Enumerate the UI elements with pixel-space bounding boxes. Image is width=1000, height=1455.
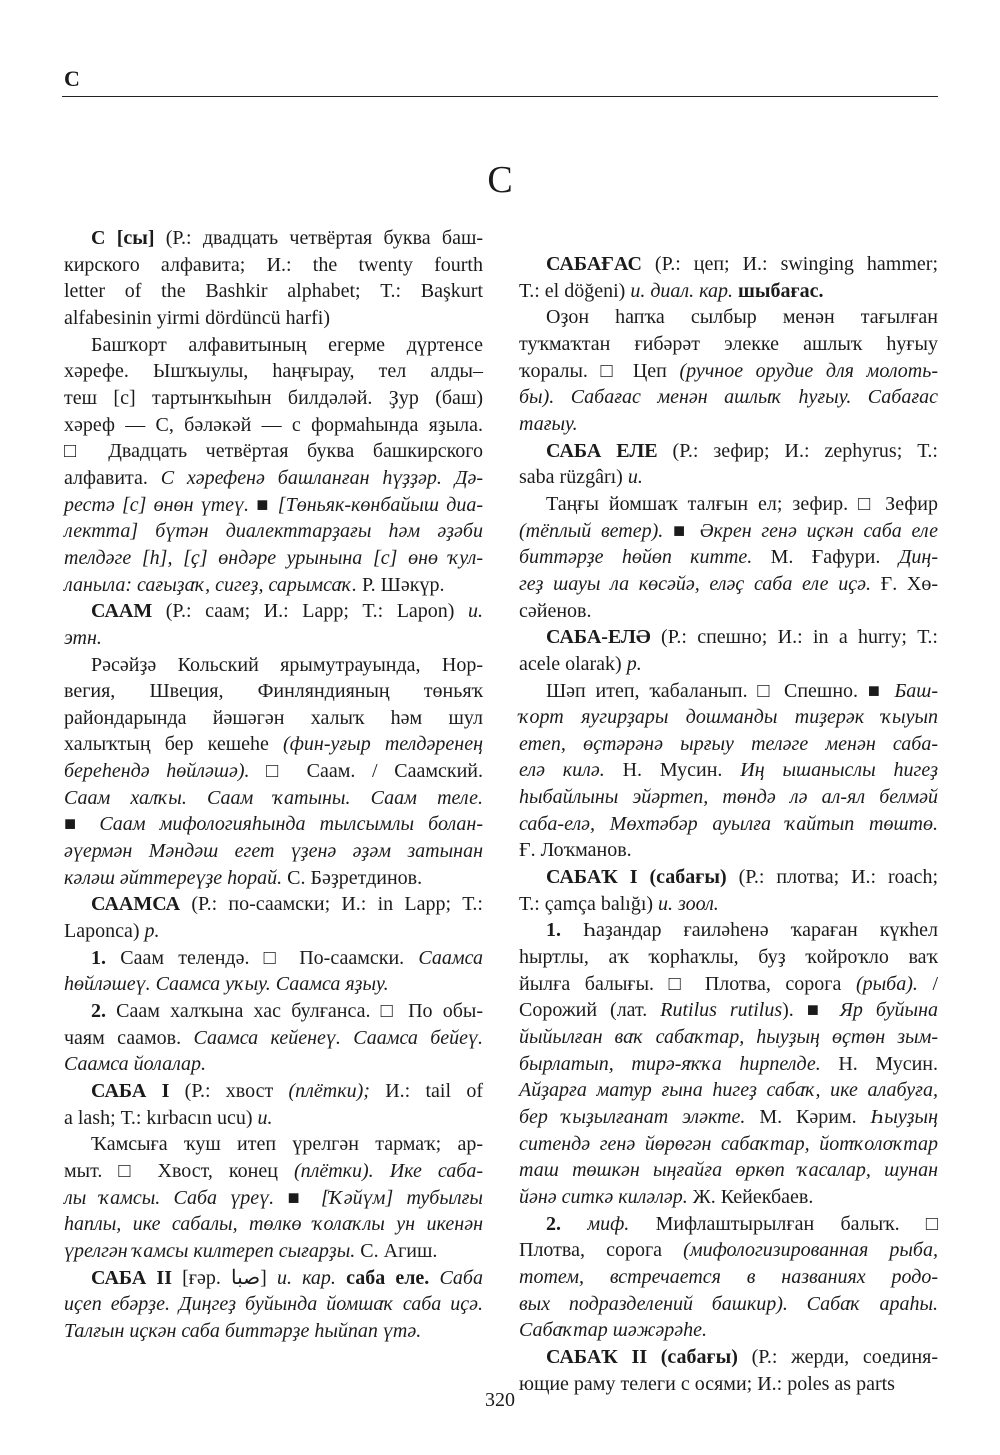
text-line bbox=[64, 838, 483, 865]
text-line: теш [с] тартынҡыһын билдәләй. Ҙур (баш) bbox=[64, 386, 483, 409]
text-line bbox=[519, 731, 938, 758]
italic-text: лы ҡамсы. Саба үреү. bbox=[64, 1186, 275, 1209]
text-segment: acele olarak) bbox=[519, 652, 627, 675]
text-segment: Мифлаштырылған балыҡ. □ bbox=[629, 1212, 938, 1235]
text-line: хәрефе. Ышҡыулы, һаңғырау, тел алды– bbox=[64, 360, 483, 383]
text-segment: Һаҙандар ғаиләһенә ҡараған күкһел bbox=[561, 919, 938, 942]
italic-text: (фин-уғыр телдәренең bbox=[283, 733, 483, 756]
italic-text: (тёплый ветер). bbox=[519, 519, 664, 542]
headword: САБА I bbox=[91, 1080, 170, 1102]
text-line bbox=[519, 1211, 938, 1238]
text-line bbox=[64, 1318, 483, 1345]
text-line bbox=[64, 225, 483, 252]
text-line: ющие раму телеги с осями; И.: poles as parts bbox=[519, 1372, 895, 1395]
italic-text: геҙ шауы ла көсәйә, еләҫ саба еле иҫә. bbox=[519, 572, 871, 595]
italic-text: кәләш әйттереүҙе һорай. bbox=[64, 866, 283, 889]
text-line bbox=[64, 865, 483, 892]
italic-text: һөйләшеү. Саамса уҡыу. Саамса яҙыу. bbox=[64, 973, 389, 996]
text-line bbox=[519, 1291, 938, 1318]
italic-text: и. bbox=[468, 600, 483, 623]
text-line: alfabesinin yirmi dördüncü harfi) bbox=[64, 306, 331, 329]
italic-text: рестә [с] өнөн үтеү. bbox=[64, 493, 257, 516]
text-line bbox=[64, 918, 483, 945]
italic-text: етеп, өҫтәрәнә ырғыу теләге менән саба- bbox=[519, 732, 938, 755]
text-column-left bbox=[64, 225, 483, 1345]
italic-text: (мифологизированная рыба, bbox=[683, 1239, 938, 1262]
italic-text: бер ҡыҙылғанат эләкте. bbox=[519, 1106, 746, 1128]
text-line bbox=[519, 891, 938, 918]
running-head: С bbox=[64, 66, 80, 91]
entry-paragraph bbox=[64, 225, 483, 332]
text-line bbox=[519, 1237, 938, 1264]
text-segment: С. Агиш. bbox=[355, 1239, 438, 1262]
italic-text: и. зоол. bbox=[658, 892, 719, 915]
entry-paragraph bbox=[64, 652, 483, 892]
italic-text: йәнә ситкә киләләр. bbox=[519, 1185, 688, 1208]
text-line bbox=[64, 1051, 483, 1078]
cross-reference: шыбағас. bbox=[738, 279, 824, 302]
italic-text: Баш- bbox=[894, 679, 938, 702]
text-line: кирского алфавита; И.: the twenty fourth bbox=[64, 253, 483, 276]
text-line bbox=[64, 891, 483, 918]
italic-text: береһендә һөйләшә). bbox=[64, 760, 250, 783]
entry-paragraph bbox=[64, 1131, 483, 1264]
text-line bbox=[64, 1078, 483, 1105]
italic-text: тотем, встречается в названиях родо- bbox=[519, 1265, 938, 1288]
text-line: □ Двадцать четвёртая буква башкирского bbox=[64, 440, 483, 463]
italic-text: йыйылған ваҡ сабаҡтар, һыуҙың өҫтөн зым- bbox=[519, 1026, 938, 1049]
text-segment: (Р.: плотва; И.: roach; bbox=[726, 866, 938, 889]
text-line bbox=[64, 971, 483, 998]
text-segment: (Р.: зефир; И.: zephyrus; Т.: bbox=[657, 439, 938, 462]
headword: СААМСА bbox=[91, 893, 181, 916]
italic-text: үрелгән ҡамсы килтереп сығарҙы. bbox=[64, 1239, 356, 1262]
text-line bbox=[519, 1131, 938, 1158]
italic-text: ҡорт яугирҙары дошманды тиҙерәк ҡыуып bbox=[519, 706, 938, 729]
italic-text: [Төньяк-көнбайыш диа- bbox=[277, 493, 484, 516]
text-line bbox=[519, 438, 938, 465]
text-line: Башҡорт алфавитының егерме дүртенсе bbox=[91, 333, 483, 356]
italic-text: (плётки); bbox=[288, 1080, 370, 1102]
text-segment: Н. Мусин. bbox=[820, 1052, 938, 1075]
italic-text: таш төшкән ыңғайға өркөп ҡасалар, шунан bbox=[519, 1159, 938, 1182]
text-segment: Плотва, сорога bbox=[519, 1239, 684, 1262]
headword: САБА II bbox=[91, 1266, 172, 1289]
text-line bbox=[64, 811, 483, 838]
italic-text: Rutilus rutilus bbox=[660, 999, 783, 1022]
italic-text: (ручное орудие для молоть- bbox=[679, 359, 938, 382]
text-segment: ҡоралы. □ Цеп bbox=[519, 359, 680, 382]
entry-paragraph bbox=[519, 678, 938, 865]
text-segment: Шәп итеп, ҡабаланып. □ Спешно. ■ bbox=[546, 679, 895, 702]
text-line bbox=[64, 572, 483, 599]
text-segment: (Р.: двадцать четвёртая буква баш- bbox=[154, 227, 484, 249]
text-segment: ■ bbox=[663, 519, 700, 542]
italic-text: Саба bbox=[439, 1266, 483, 1289]
entry-paragraph bbox=[64, 945, 483, 998]
italic-text: и. диал. кар. bbox=[630, 279, 739, 302]
italic-text: бы). Сабағас менән ашлыҡ һуғыу. Сабағас bbox=[519, 386, 938, 409]
text-segment: saba rüzgârı) bbox=[519, 466, 628, 489]
italic-text: ланыла: сағыҙаҡ, сигеҙ, сарымсаҡ. bbox=[64, 573, 358, 596]
text-line bbox=[64, 625, 483, 652]
italic-text: әүермән Мәндәш егет үҙенә әҙәм затынан bbox=[64, 840, 483, 863]
italic-text: ситендә генә йөрөгән сабаҡтар, йотҡолоҡтар bbox=[519, 1132, 938, 1155]
text-segment: М. Ғафури. bbox=[752, 546, 899, 569]
entry-paragraph bbox=[519, 1211, 938, 1344]
italic-text: Сабаҡтар шәжәрәһе. bbox=[519, 1319, 707, 1342]
italic-text: и. кар. bbox=[276, 1266, 347, 1289]
text-segment: Т.: el döğeni) bbox=[519, 279, 631, 302]
text-line bbox=[64, 518, 483, 545]
text-segment: [ғәр. صبا] bbox=[172, 1266, 277, 1289]
text-segment: Ж. Кейекбаев. bbox=[687, 1185, 814, 1208]
italic-text: Саам халҡы. Саам ҡатыны. Саам теле. bbox=[64, 786, 483, 809]
text-line bbox=[519, 997, 938, 1024]
text-line bbox=[64, 545, 483, 572]
text-line bbox=[64, 945, 483, 972]
headword: САБА-ЕЛӘ bbox=[546, 626, 651, 649]
text-segment: М. Кәрим. bbox=[745, 1106, 871, 1128]
text-line bbox=[519, 1024, 938, 1051]
text-segment: Laponca) bbox=[64, 920, 145, 943]
entry-paragraph bbox=[519, 438, 938, 491]
italic-text: Саамса bbox=[418, 946, 483, 969]
text-line bbox=[64, 492, 483, 519]
text-segment: И.: tail of bbox=[369, 1080, 483, 1102]
text-segment: □ Саам. / Саамский. bbox=[249, 760, 483, 783]
text-line bbox=[64, 731, 483, 758]
text-segment: Т.: çamça balığı) bbox=[519, 892, 659, 915]
entry-paragraph bbox=[519, 491, 938, 624]
italic-text: миф. bbox=[587, 1212, 630, 1235]
italic-text: саба-елә, Мөхтәбәр ауылға ҡайтып төштө. bbox=[519, 812, 938, 835]
sense-number: 1. bbox=[546, 919, 561, 942]
text-line bbox=[519, 411, 938, 438]
text-segment: йылға балығы. □ Плотва, сорога bbox=[519, 972, 856, 995]
cross-reference: саба еле. bbox=[346, 1266, 440, 1289]
entry-paragraph bbox=[64, 998, 483, 1078]
entry-paragraph bbox=[519, 917, 938, 1210]
entry-paragraph bbox=[519, 624, 938, 677]
text-line bbox=[519, 1051, 938, 1078]
italic-text: и. bbox=[627, 466, 643, 489]
text-line: райондарында йәшәгән халыҡ һәм шул bbox=[64, 706, 483, 729]
text-line: Оҙон һапҡа сылбыр менән тағылған bbox=[546, 306, 938, 329]
text-line: туҡмаҡтан ғибәрәт элекке ашлыҡ һуғыу bbox=[519, 332, 938, 355]
entry-paragraph bbox=[64, 1265, 483, 1345]
text-line bbox=[64, 1158, 483, 1185]
italic-text: бырлатып, тирә-яҡҡа һирпелде. bbox=[519, 1052, 821, 1075]
entry-paragraph bbox=[519, 251, 938, 304]
text-line: Рәсәйҙә Кольский ярымутрауында, Нор- bbox=[91, 653, 483, 676]
text-line bbox=[519, 917, 938, 944]
text-line: letter of the Bashkir alphabet; Т.: Başkurt bbox=[64, 280, 483, 303]
headword: САБА ЕЛЕ bbox=[546, 439, 658, 462]
text-segment: Р. Шәкүр. bbox=[357, 573, 445, 596]
italic-text: иҫеп ебәрҙе. Диңгеҙ буйында йомшаҡ саба иҫә. bbox=[64, 1293, 483, 1316]
italic-text: (рыба). bbox=[855, 972, 918, 995]
text-line bbox=[519, 1157, 938, 1184]
italic-text: һаплы, ике сабалы, төлкө ҡолаҡлы ун икенән bbox=[64, 1213, 483, 1236]
text-line bbox=[519, 757, 938, 784]
text-segment: ■ bbox=[274, 1186, 322, 1209]
headword: САБАҠ II (сабағы) bbox=[546, 1345, 738, 1368]
text-segment: Саам халҡына хас булғанса. □ По обы- bbox=[106, 1000, 483, 1023]
text-segment: алфавита. bbox=[64, 466, 161, 489]
italic-text: һыбайлыны эйәртеп, төндә лә ал-ял белмәй bbox=[519, 786, 938, 809]
sense-number: 1. bbox=[91, 946, 106, 969]
text-line: хәреф — С, бәләкәй — с формаһында яҙыла. bbox=[64, 413, 483, 436]
italic-text: тағыу. bbox=[519, 412, 578, 435]
text-line bbox=[64, 1238, 483, 1265]
sense-number: 2. bbox=[546, 1212, 588, 1235]
text-line bbox=[64, 598, 483, 625]
text-line bbox=[519, 864, 938, 891]
italic-text: Талғын иҫкән саба биттәрҙе һыйпап үтә. bbox=[64, 1319, 422, 1342]
text-line bbox=[64, 1025, 483, 1052]
text-segment: (Р.: по-саамски; И.: in Lapp; Т.: bbox=[180, 893, 483, 916]
text-segment: Ғ. Хө- bbox=[870, 572, 938, 595]
text-line: Ғ. Лоҡманов. bbox=[519, 839, 632, 862]
text-line bbox=[519, 1104, 938, 1131]
text-line bbox=[519, 811, 938, 838]
italic-text: Яр буйына bbox=[839, 999, 938, 1022]
italic-text: Саамса кейенеү. Саамса бейеү. bbox=[193, 1026, 484, 1049]
header-rule bbox=[62, 96, 938, 97]
text-line: вегия, Швеция, Финляндияның төньяҡ bbox=[64, 680, 483, 703]
headword: САБАҠ I (сабағы) bbox=[546, 866, 727, 889]
text-column-right bbox=[519, 251, 938, 1397]
text-segment: Сорожий (лат. bbox=[519, 999, 661, 1022]
italic-text: [Ҡәйүм] тубылғы bbox=[321, 1186, 483, 1209]
entry-paragraph bbox=[64, 598, 483, 651]
headword: СААМ bbox=[91, 600, 153, 623]
text-line bbox=[519, 544, 938, 571]
headword: С [сы] bbox=[91, 227, 155, 249]
text-line: сәйенов. bbox=[519, 599, 592, 622]
text-line bbox=[519, 278, 938, 305]
text-line bbox=[519, 1317, 938, 1344]
italic-text: С хәрефенә башланған һүҙҙәр. Дә- bbox=[160, 466, 483, 489]
text-line bbox=[519, 1264, 938, 1291]
text-line bbox=[64, 785, 483, 812]
text-line: Таңғы йомшаҡ талғын ел; зефир. □ Зефир bbox=[546, 492, 938, 515]
entry-paragraph bbox=[64, 891, 483, 944]
text-segment: халыҡтың бер кешеһе bbox=[64, 733, 284, 756]
text-line bbox=[519, 1077, 938, 1104]
text-line bbox=[64, 1105, 483, 1132]
italic-text: елә килә. bbox=[519, 759, 605, 782]
text-segment: Н. Мусин. bbox=[604, 759, 741, 782]
text-segment: Саам телендә. □ По-саамски. bbox=[106, 946, 419, 969]
italic-text: этн. bbox=[64, 626, 102, 649]
text-line bbox=[64, 758, 483, 785]
italic-text: Саам мифологияһында тылсымлы болан- bbox=[99, 813, 483, 836]
text-line bbox=[64, 1291, 483, 1318]
italic-text: Һыуҙың bbox=[870, 1106, 939, 1128]
text-line bbox=[64, 1185, 483, 1212]
text-line bbox=[64, 1265, 483, 1292]
text-segment: ■ bbox=[64, 813, 100, 836]
text-line bbox=[519, 518, 938, 545]
text-line: һыртлы, аҡ ҡорһаҡлы, буҙ ҡойроҡло ваҡ bbox=[519, 946, 938, 969]
italic-text: биттәрҙе һөйөп китте. bbox=[519, 546, 753, 569]
text-segment: ■ bbox=[256, 493, 278, 516]
text-line bbox=[519, 784, 938, 811]
text-segment: С. Бәҙретдинов. bbox=[282, 866, 423, 889]
italic-text: лектта] бүтән диалекттарҙағы һәм әҙәби bbox=[64, 520, 483, 543]
text-segment: ). ■ bbox=[782, 999, 840, 1022]
italic-text: Саамса йолалар. bbox=[64, 1053, 207, 1076]
italic-text: Әкрен генә иҫкән саба еле bbox=[699, 519, 938, 542]
italic-text: Иң ышаныслы һигеҙ bbox=[740, 759, 938, 782]
italic-text: Диң- bbox=[898, 546, 938, 569]
text-segment: чаям саамов. bbox=[64, 1026, 194, 1049]
italic-text: р. bbox=[626, 652, 642, 675]
text-segment: (Р.: спешно; И.: in a hurry; Т.: bbox=[650, 626, 938, 649]
text-line bbox=[519, 704, 938, 731]
text-segment: (Р.: цеп; И.: swinging hammer; bbox=[641, 253, 938, 275]
sense-number: 2. bbox=[91, 1000, 106, 1023]
text-segment: (Р.: саам; И.: Lapp; Т.: Lapon) bbox=[152, 600, 468, 623]
page-number: 320 bbox=[485, 1389, 515, 1411]
text-line bbox=[64, 998, 483, 1025]
text-line bbox=[519, 464, 938, 491]
italic-text: телдәге [һ], [ҫ] өндәре урынына [с] өнө ҡул- bbox=[64, 546, 483, 569]
italic-text: и. bbox=[257, 1106, 273, 1129]
text-line bbox=[519, 358, 938, 385]
text-line bbox=[519, 1184, 938, 1211]
text-line bbox=[519, 971, 938, 998]
entry-paragraph bbox=[519, 864, 938, 917]
text-line: Ҡамсыға ҡуш итеп үрелгән тармаҡ; ар- bbox=[91, 1133, 483, 1156]
italic-text: вых подразделений башкир). Сабаҡ араһы. bbox=[519, 1292, 938, 1315]
text-line bbox=[519, 624, 938, 651]
text-segment: a lash; Т.: kırbacın ucu) bbox=[64, 1106, 258, 1129]
text-line bbox=[519, 571, 938, 598]
text-segment: мыт. □ Хвост, конец bbox=[64, 1159, 294, 1182]
italic-text: р. bbox=[144, 920, 160, 943]
text-segment: (Р.: жерди, соединя- bbox=[737, 1345, 938, 1368]
italic-text: Айҙарға матур ғына һигеҙ сабаҡ, ике алабуға, bbox=[519, 1079, 938, 1102]
text-line bbox=[64, 1211, 483, 1238]
entry-paragraph bbox=[64, 332, 483, 599]
text-line bbox=[519, 251, 938, 278]
text-segment: / bbox=[917, 972, 939, 995]
text-line bbox=[519, 678, 938, 705]
entry-paragraph bbox=[64, 1078, 483, 1131]
entry-paragraph bbox=[519, 304, 938, 437]
text-line bbox=[519, 1344, 938, 1371]
text-line bbox=[519, 384, 938, 411]
headword: САБАҒАС bbox=[546, 253, 642, 275]
text-segment: (Р.: хвост bbox=[169, 1080, 289, 1102]
italic-text: (плётки). Ике саба- bbox=[293, 1159, 483, 1182]
text-line bbox=[519, 651, 938, 678]
section-letter: С bbox=[487, 159, 513, 201]
text-line bbox=[64, 465, 483, 492]
